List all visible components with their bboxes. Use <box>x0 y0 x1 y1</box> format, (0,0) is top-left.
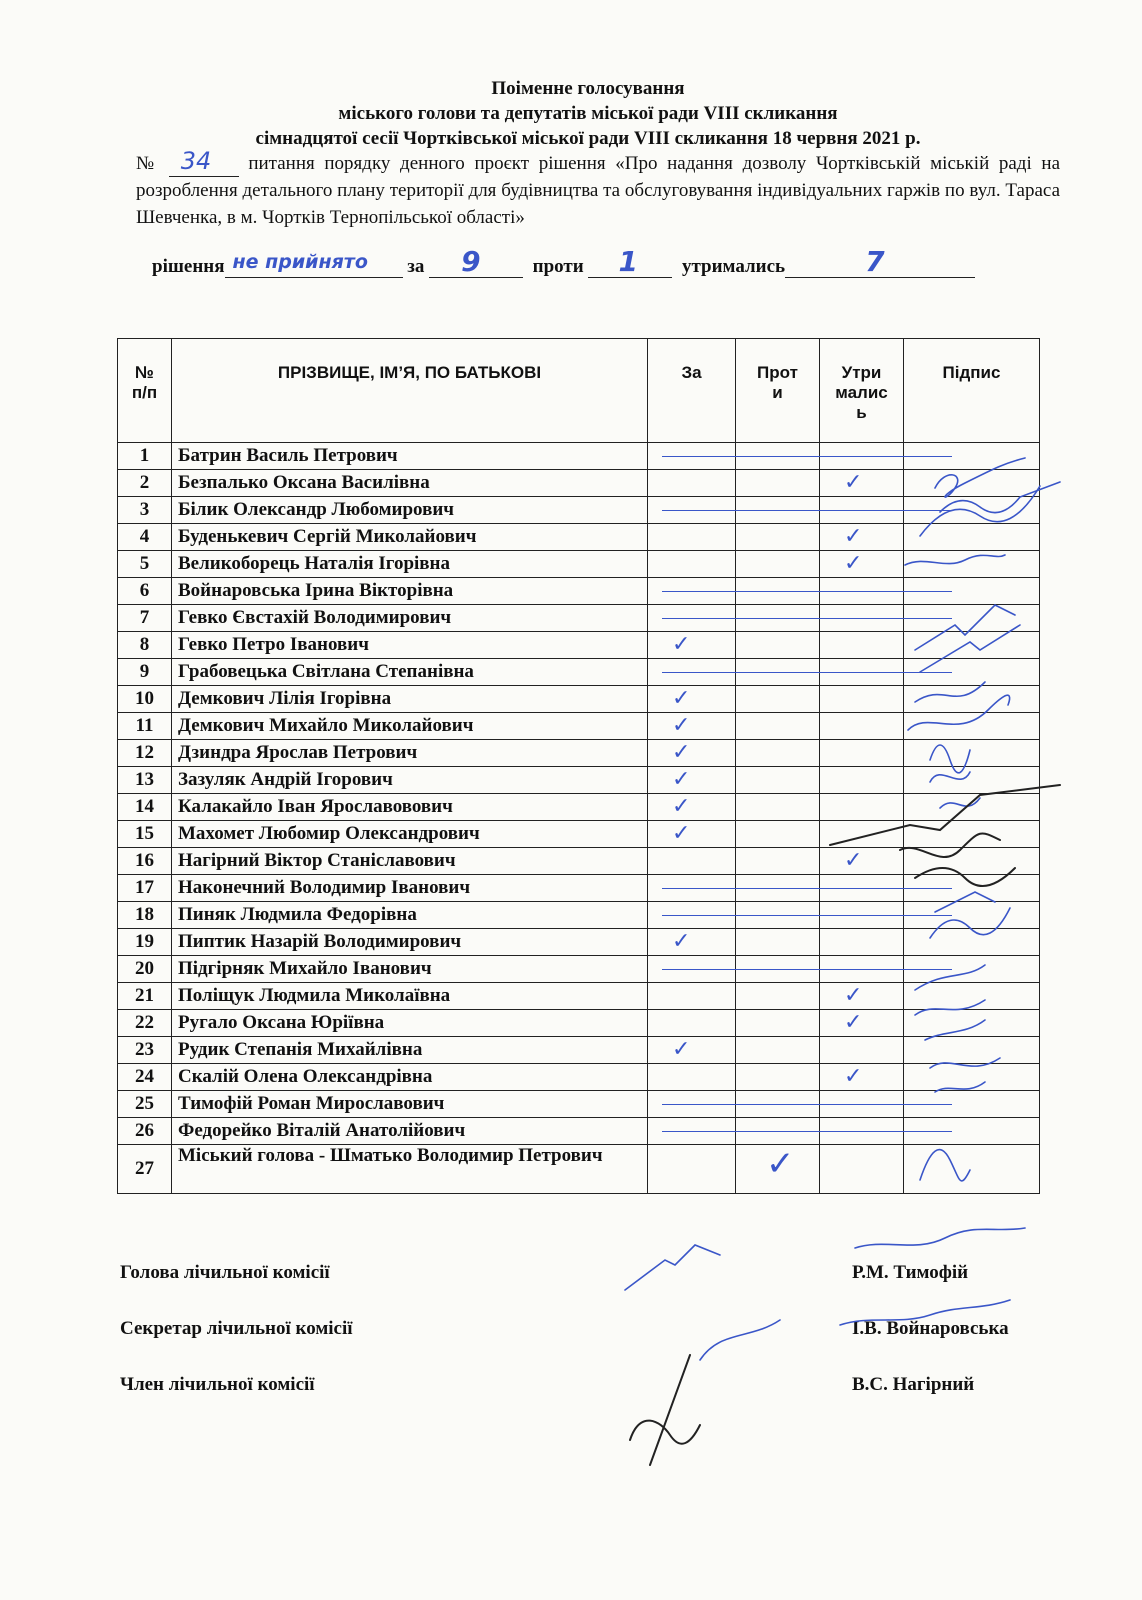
row-name: Ругало Оксана Юріївна <box>172 1010 648 1037</box>
utrym-handwritten: 7 <box>865 245 885 278</box>
absent-strike-line <box>662 969 952 970</box>
row-name: Зазуляк Андрій Ігорович <box>172 767 648 794</box>
check-mark-icon: ✓ <box>844 983 863 1008</box>
commission-role-1: Голова лічильної комісії <box>120 1262 330 1283</box>
signature-row-13 <box>930 772 970 782</box>
row-name: Білик Олександр Любомирович <box>172 497 648 524</box>
row-number: 19 <box>118 929 172 956</box>
header-name: ПРІЗВИЩЕ, ІМ’Я, ПО БАТЬКОВІ <box>172 339 648 443</box>
item-number-prefix: № <box>136 153 160 174</box>
row-number: 20 <box>118 956 172 983</box>
row-number: 4 <box>118 524 172 551</box>
row-number: 25 <box>118 1091 172 1118</box>
row-number: 7 <box>118 605 172 632</box>
check-mark-icon: ✓ <box>672 821 691 846</box>
signature-row-9 <box>920 625 1020 672</box>
signature-row-25 <box>935 1082 985 1092</box>
item-number-handwritten: 34 <box>180 147 212 175</box>
header-num: № п/п <box>118 339 172 443</box>
absent-strike-line <box>662 888 952 889</box>
signature-row-12 <box>930 745 970 773</box>
title-line-3: сімнадцятої сесії Чортківської міської ради VIII скликання 18 червня 2021 р. <box>255 128 921 149</box>
absent-strike-line <box>662 456 952 457</box>
row-name: Буденькевич Сергій Миколайович <box>172 524 648 551</box>
header-utrym: Утри малис ь <box>820 339 904 443</box>
check-mark-icon: ✓ <box>672 713 691 738</box>
row-name: Міський голова - Шматько Володимир Петрович <box>172 1145 648 1194</box>
row-number: 5 <box>118 551 172 578</box>
row-name: Дзиндра Ярослав Петрович <box>172 740 648 767</box>
absent-strike-line <box>662 1131 952 1132</box>
row-number: 15 <box>118 821 172 848</box>
check-mark-icon: ✓ <box>672 767 691 792</box>
absent-strike-line <box>662 510 952 511</box>
item-text: питання порядку денного проєкт рішення «Про надання дозволу Чортківській міській раді на розроблення детального плану території для будівництва та обслуговування індивідуальних гаржів по вул. Тараса Шевченка, в м. Чортків Тернопільської області» <box>136 153 1061 228</box>
proty-handwritten: 1 <box>618 245 638 278</box>
row-name: Калакайло Іван Ярославовович <box>172 794 648 821</box>
row-name: Войнаровська Ірина Вікторівна <box>172 578 648 605</box>
row-number: 8 <box>118 632 172 659</box>
header-sign: Підпис <box>904 339 1040 443</box>
row-number: 10 <box>118 686 172 713</box>
signature-footer-3c <box>630 1355 700 1465</box>
check-mark-icon: ✓ <box>844 1064 863 1089</box>
check-mark-icon: ✓ <box>672 740 691 765</box>
row-name: Демкович Михайло Миколайович <box>172 713 648 740</box>
absent-strike-line <box>662 672 952 673</box>
row-number: 22 <box>118 1010 172 1037</box>
row-name: Тимофій Роман Мирославович <box>172 1091 648 1118</box>
signature-row-10 <box>915 682 985 702</box>
row-number: 1 <box>118 443 172 470</box>
row-number: 24 <box>118 1064 172 1091</box>
signature-row-17 <box>915 868 1015 886</box>
row-number: 6 <box>118 578 172 605</box>
row-name: Великоборець Наталія Ігорівна <box>172 551 648 578</box>
absent-strike-line <box>662 915 952 916</box>
row-name: Гевко Євстахій Володимирович <box>172 605 648 632</box>
signature-row-11 <box>908 695 1010 730</box>
check-mark-icon: ✓ <box>672 1037 691 1062</box>
row-name: Пиняк Людмила Федорівна <box>172 902 648 929</box>
row-number: 23 <box>118 1037 172 1064</box>
commission-name-2: І.В. Войнаровська <box>852 1318 1009 1339</box>
row-name: Демкович Лілія Ігорівна <box>172 686 648 713</box>
absent-strike-line <box>662 1104 952 1105</box>
signature-row-4 <box>920 486 1040 536</box>
signature-row-8 <box>915 605 1015 650</box>
check-mark-icon: ✓ <box>672 794 691 819</box>
signature-row-22 <box>915 1000 985 1015</box>
header-za: За <box>648 339 736 443</box>
row-name: Грабовецька Світлана Степанівна <box>172 659 648 686</box>
decision-handwritten: не прийнято <box>232 251 368 273</box>
commission-role-3: Член лічильної комісії <box>120 1374 315 1395</box>
signature-row-27 <box>920 1150 970 1181</box>
row-name: Пиптик Назарій Володимирович <box>172 929 648 956</box>
check-mark-icon: ✓ <box>672 632 691 657</box>
row-name: Батрин Василь Петрович <box>172 443 648 470</box>
check-mark-icon: ✓ <box>844 470 863 495</box>
check-mark-icon: ✓ <box>844 1010 863 1035</box>
row-name: Наконечний Володимир Іванович <box>172 875 648 902</box>
za-label: за <box>407 256 425 277</box>
za-handwritten: 9 <box>461 245 481 278</box>
row-name: Махомет Любомир Олександрович <box>172 821 648 848</box>
row-number: 9 <box>118 659 172 686</box>
check-mark-icon: ✓ <box>844 551 863 576</box>
signature-row-24 <box>930 1058 1000 1068</box>
signature-footer-1 <box>625 1245 720 1290</box>
row-name: Підгірняк Михайло Іванович <box>172 956 648 983</box>
row-number: 14 <box>118 794 172 821</box>
signature-row-23 <box>925 1020 985 1040</box>
row-name: Нагірний Віктор Станіславович <box>172 848 648 875</box>
row-number: 18 <box>118 902 172 929</box>
decision-label: рішення <box>152 256 225 277</box>
check-mark-icon: ✓ <box>672 929 691 954</box>
signature-footer-3b <box>840 1300 1010 1325</box>
signature-row-19 <box>930 908 1010 938</box>
row-name: Гевко Петро Іванович <box>172 632 648 659</box>
title-line-2: міського голови та депутатів міської ради VIII скликання <box>338 103 838 124</box>
row-name: Рудик Степанія Михайлівна <box>172 1037 648 1064</box>
signature-footer-3a <box>855 1228 1025 1248</box>
row-number: 12 <box>118 740 172 767</box>
absent-strike-line <box>662 618 952 619</box>
row-number: 11 <box>118 713 172 740</box>
commission-name-1: Р.М. Тимофій <box>852 1262 969 1283</box>
row-name: Скалій Олена Олександрівна <box>172 1064 648 1091</box>
row-name: Безпалько Оксана Василівна <box>172 470 648 497</box>
header-proty: Прот и <box>736 339 820 443</box>
absent-strike-line <box>662 591 952 592</box>
check-mark-icon: ✓ <box>844 524 863 549</box>
row-number: 13 <box>118 767 172 794</box>
row-number: 3 <box>118 497 172 524</box>
utrym-label: утримались <box>681 256 786 277</box>
row-name: Поліщук Людмила Миколаївна <box>172 983 648 1010</box>
signature-row-5 <box>905 555 1005 565</box>
title-line-1: Поіменне голосування <box>491 78 685 99</box>
signature-row-2 <box>935 458 1025 497</box>
row-name: Федорейко Віталій Анатолійович <box>172 1118 648 1145</box>
signature-row-18 <box>935 892 995 912</box>
proty-label: проти <box>532 256 584 277</box>
signature-footer-2 <box>700 1320 780 1360</box>
row-number: 26 <box>118 1118 172 1145</box>
row-number: 2 <box>118 470 172 497</box>
commission-role-2: Секретар лічильної комісії <box>120 1318 353 1339</box>
row-number: 27 <box>118 1145 172 1194</box>
signature-row-16 <box>830 785 1060 857</box>
check-mark-icon: ✓ <box>766 1144 795 1184</box>
check-mark-icon: ✓ <box>672 686 691 711</box>
commission-name-3: В.С. Нагірний <box>852 1374 975 1395</box>
row-number: 16 <box>118 848 172 875</box>
check-mark-icon: ✓ <box>844 848 863 873</box>
row-number: 21 <box>118 983 172 1010</box>
row-number: 17 <box>118 875 172 902</box>
